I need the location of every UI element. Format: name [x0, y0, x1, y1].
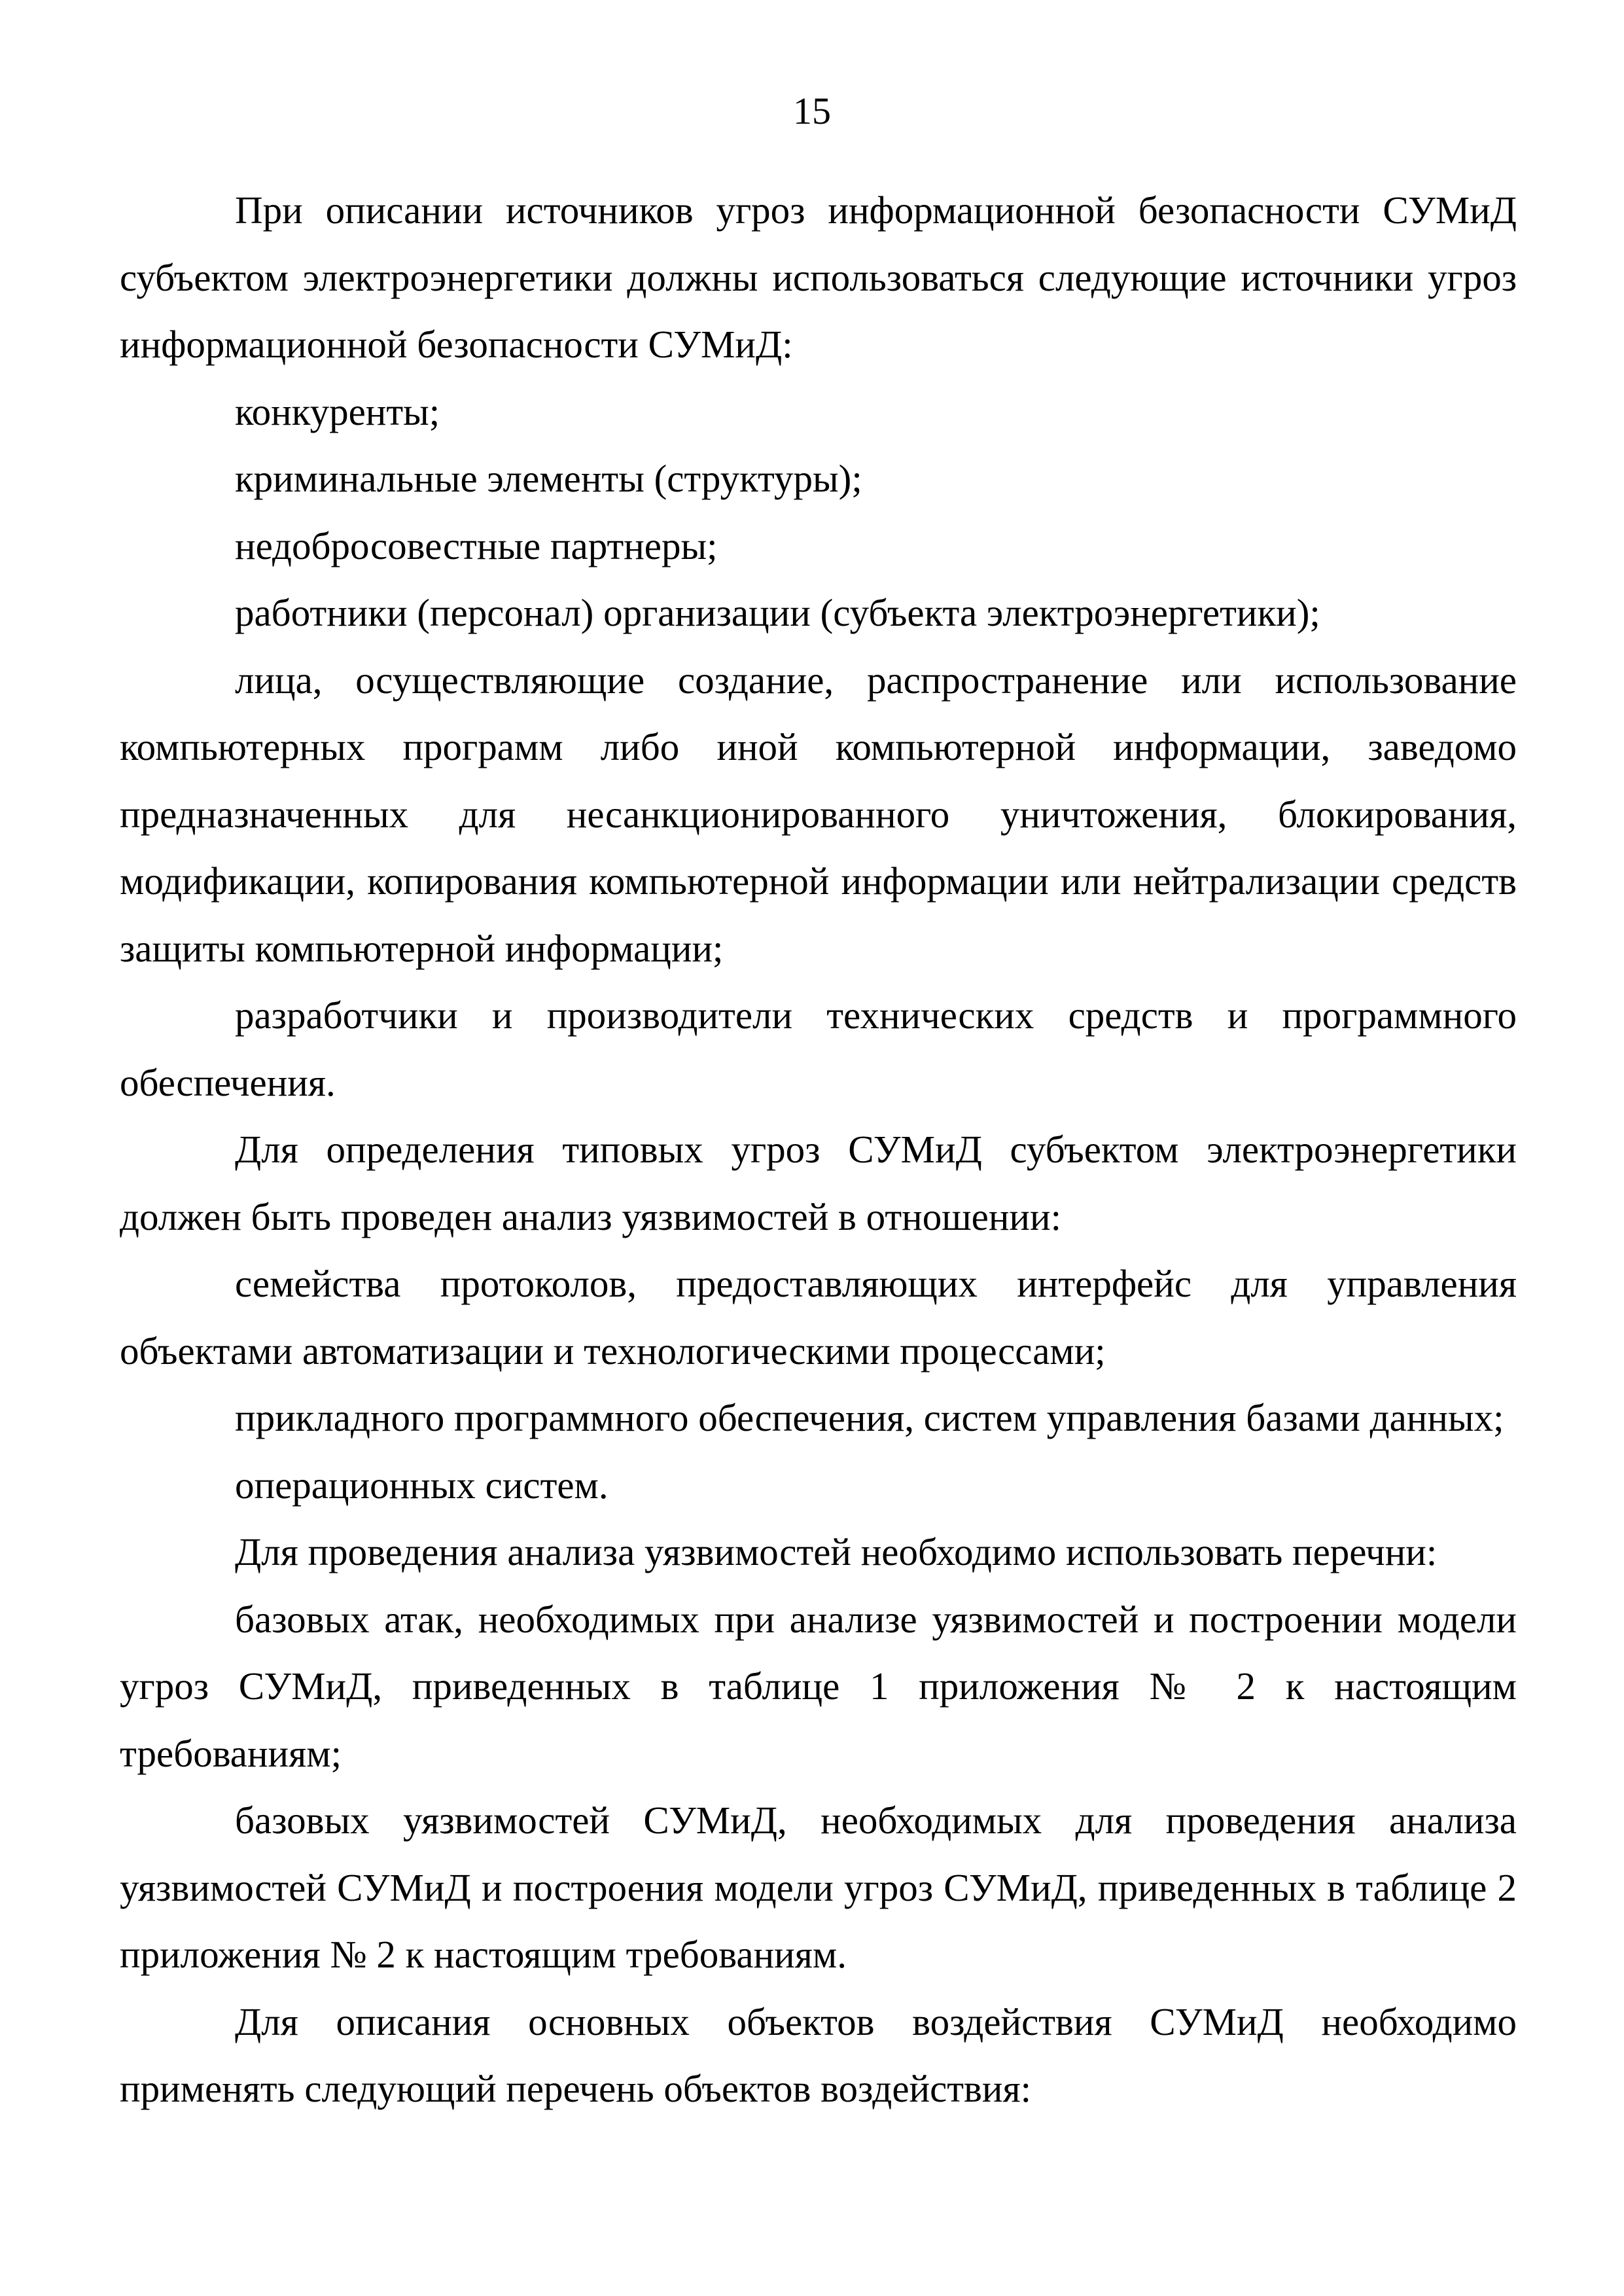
list-item-malware-creators: лица, осуществляющие создание, распространение или использование компьютерных программ либо иной компьютерной информации, заведомо предназначенных для несанкционированного уничтожения, блокирования, модификации, копирования компьютерной информации или нейтрализации средств защиты компьютерной информации;: [120, 658, 1517, 970]
paragraph-vulnerability-analysis-intro: Для определения типовых угроз СУМиД субъектом электроэнергетики должен быть проведен анализ уязвимостей в отношении:: [120, 1128, 1517, 1238]
document-body: [120, 177, 1517, 2123]
list-item-protocol-families: семейства протоколов, предоставляющих интерфейс для управления объектами автоматизации и технологическими процессами;: [120, 1262, 1517, 1372]
list-item-criminal-elements: криминальные элементы (структуры);: [235, 457, 862, 500]
list-item-competitors: конкуренты;: [235, 389, 440, 433]
list-item-operating-systems: операционных систем.: [235, 1463, 609, 1507]
list-item-base-attacks: базовых атак, необходимых при анализе уязвимостей и построении модели угроз СУМиД, приведенных в таблице 1 приложения № 2 к настоящим требованиям;: [120, 1597, 1517, 1775]
paragraph-impact-objects-intro: Для описания основных объектов воздействия СУМиД необходимо применять следующий перечень объектов воздействия:: [120, 2000, 1517, 2110]
paragraph-threat-sources-intro: При описании источников угроз информационной безопасности СУМиД субъектом электроэнергетики должны использоваться следующие источники угроз информационной безопасности СУМиД:: [120, 188, 1517, 366]
list-item-developers: разработчики и производители технических средств и программного обеспечения.: [120, 994, 1517, 1104]
list-item-application-software: прикладного программного обеспечения, систем управления базами данных;: [235, 1396, 1504, 1439]
list-item-unscrupulous-partners: недобросовестные партнеры;: [235, 524, 718, 567]
paragraph-analysis-lists-intro: Для проведения анализа уязвимостей необходимо использовать перечни:: [235, 1530, 1438, 1573]
page-number: 15: [793, 90, 831, 132]
list-item-base-vulnerabilities: базовых уязвимостей СУМиД, необходимых для проведения анализа уязвимостей СУМиД и построения модели угроз СУМиД, приведенных в таблице 2 приложения № 2 к настоящим требованиям.: [120, 1799, 1517, 1976]
list-item-employees: работники (персонал) организации (субъекта электроэнергетики);: [235, 591, 1320, 634]
